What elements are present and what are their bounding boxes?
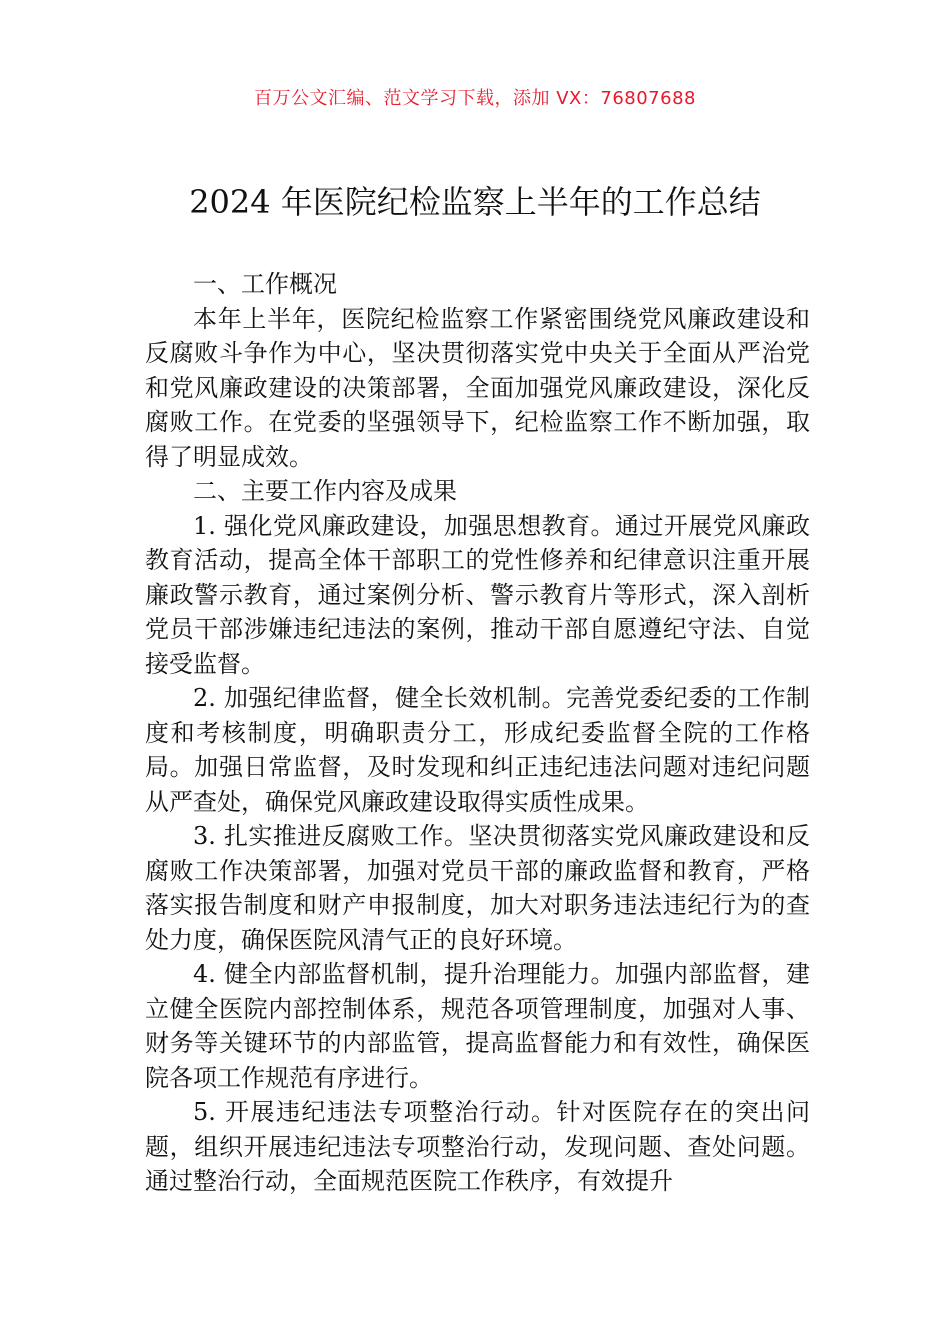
document-title: 2024 年医院纪检监察上半年的工作总结 — [189, 183, 761, 221]
paragraph-item-4: 4. 健全内部监督机制，提升治理能力。加强内部监督，建立健全医院内部控制体系，规范各项管理制度，加强对人事、财务等关键环节的内部监管，提高监督能力和有效性，确保医院各项工作规范有序进行。 — [145, 960, 810, 1092]
document-body — [145, 267, 810, 1199]
paragraph-overview: 本年上半年，医院纪检监察工作紧密围绕党风廉政建设和反腐败斗争作为中心，坚决贯彻落实党中央关于全面从严治党和党风廉政建设的决策部署，全面加强党风廉政建设，深化反腐败工作。在党委的坚强领导下，纪检监察工作不断加强，取得了明显成效。 — [145, 304, 810, 471]
section-heading-overview: 一、工作概况 — [193, 270, 337, 298]
section-heading-main-work: 二、主要工作内容及成果 — [193, 477, 457, 505]
paragraph-item-2: 2. 加强纪律监督，健全长效机制。完善党委纪委的工作制度和考核制度，明确职责分工，形成纪委监督全院的工作格局。加强日常监督，及时发现和纠正违纪违法问题对违纪问题从严查处，确保党风廉政建设取得实质性成果。 — [145, 684, 810, 816]
paragraph-item-3: 3. 扎实推进反腐败工作。坚决贯彻落实党风廉政建设和反腐败工作决策部署，加强对党员干部的廉政监督和教育，严格落实报告制度和财产申报制度，加大对职务违法违纪行为的查处力度，确保医院风清气正的良好环境。 — [145, 822, 810, 954]
header-note: 百万公文汇编、范文学习下载，添加 VX：76807688 — [254, 88, 696, 109]
paragraph-item-5: 5. 开展违纪违法专项整治行动。针对医院存在的突出问题，组织开展违纪违法专项整治行动，发现问题、查处问题。通过整治行动，全面规范医院工作秩序，有效提升 — [145, 1098, 810, 1195]
paragraph-item-1: 1. 强化党风廉政建设，加强思想教育。通过开展党风廉政教育活动，提高全体干部职工的党性修养和纪律意识注重开展廉政警示教育，通过案例分析、警示教育片等形式，深入剖析党员干部涉嫌违纪违法的案例，推动干部自愿遵纪守法、自觉接受监督。 — [145, 511, 810, 678]
